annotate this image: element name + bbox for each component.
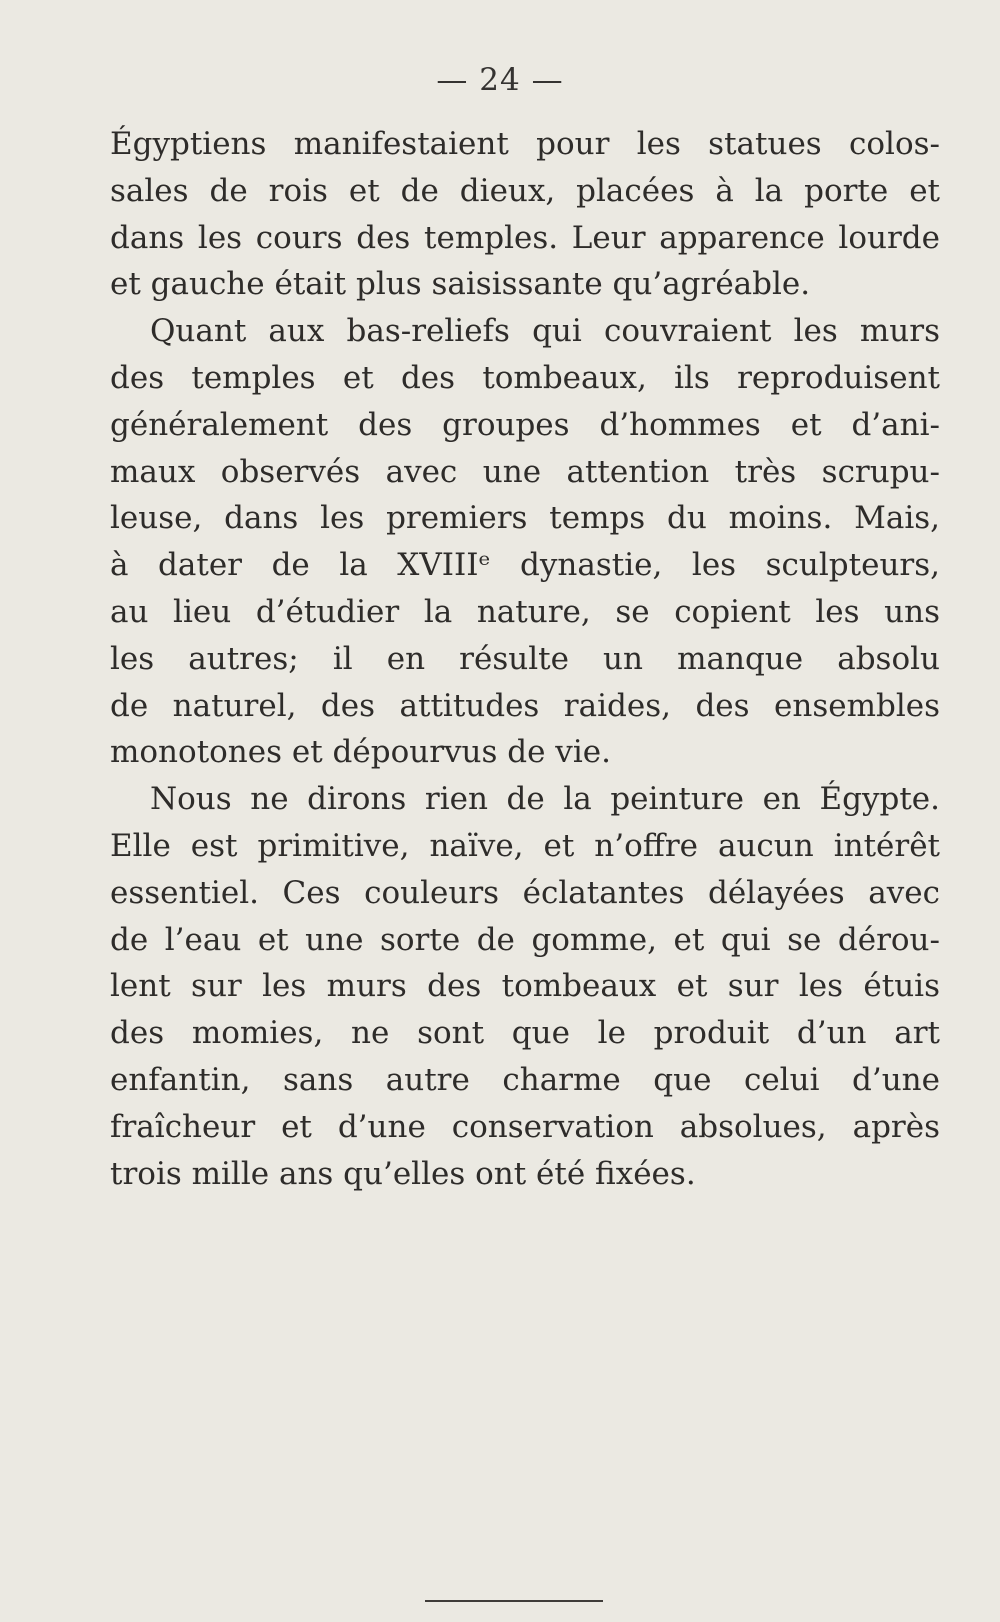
text-line: monotones et dépourvus de vie. <box>110 734 611 771</box>
text-line: essentiel. Ces couleurs éclatantes délayées avec <box>110 874 940 911</box>
text-line: de l’eau et une sorte de gomme, et qui se dérou- <box>110 921 940 958</box>
body-text <box>110 121 940 1197</box>
text-line: trois mille ans qu’elles ont été fixées. <box>110 1155 696 1192</box>
text-line: Quant aux bas-reliefs qui couvraient les murs <box>150 313 940 350</box>
text-line: enfantin, sans autre charme que celui d’une <box>110 1061 940 1098</box>
text-line: Égyptiens manifestaient pour les statues colos- <box>110 126 940 162</box>
text-line: à dater de la XVIIIᵉ dynastie, les sculpteurs, <box>110 547 940 584</box>
text-line: dans les cours des temples. Leur apparence lourde <box>110 219 940 256</box>
end-rule <box>425 1600 603 1602</box>
text-line: les autres; il en résulte un manque absolu <box>110 640 940 677</box>
text-line: des temples et des tombeaux, ils reproduisent <box>110 359 940 396</box>
text-line: fraîcheur et d’une conservation absolues, après <box>110 1108 940 1145</box>
text-line: maux observés avec une attention très scrupu- <box>110 453 940 490</box>
text-line: et gauche était plus saisissante qu’agréable. <box>110 266 811 303</box>
text-line: leuse, dans les premiers temps du moins. Mais, <box>110 500 940 537</box>
text-line: lent sur les murs des tombeaux et sur les étuis <box>110 968 940 1005</box>
text-line: sales de rois et de dieux, placées à la porte et <box>110 172 940 209</box>
page-number: — 24 — <box>436 62 564 98</box>
text-line: de naturel, des attitudes raides, des ensembles <box>110 687 940 724</box>
text-line: Elle est primitive, naïve, et n’offre aucun intérêt <box>110 827 940 864</box>
text-line: Nous ne dirons rien de la peinture en Égypte. <box>150 781 940 818</box>
text-line: des momies, ne sont que le produit d’un art <box>110 1015 940 1052</box>
text-line: au lieu d’étudier la nature, se copient les uns <box>110 593 940 630</box>
text-line: généralement des groupes d’hommes et d’ani- <box>110 406 940 443</box>
